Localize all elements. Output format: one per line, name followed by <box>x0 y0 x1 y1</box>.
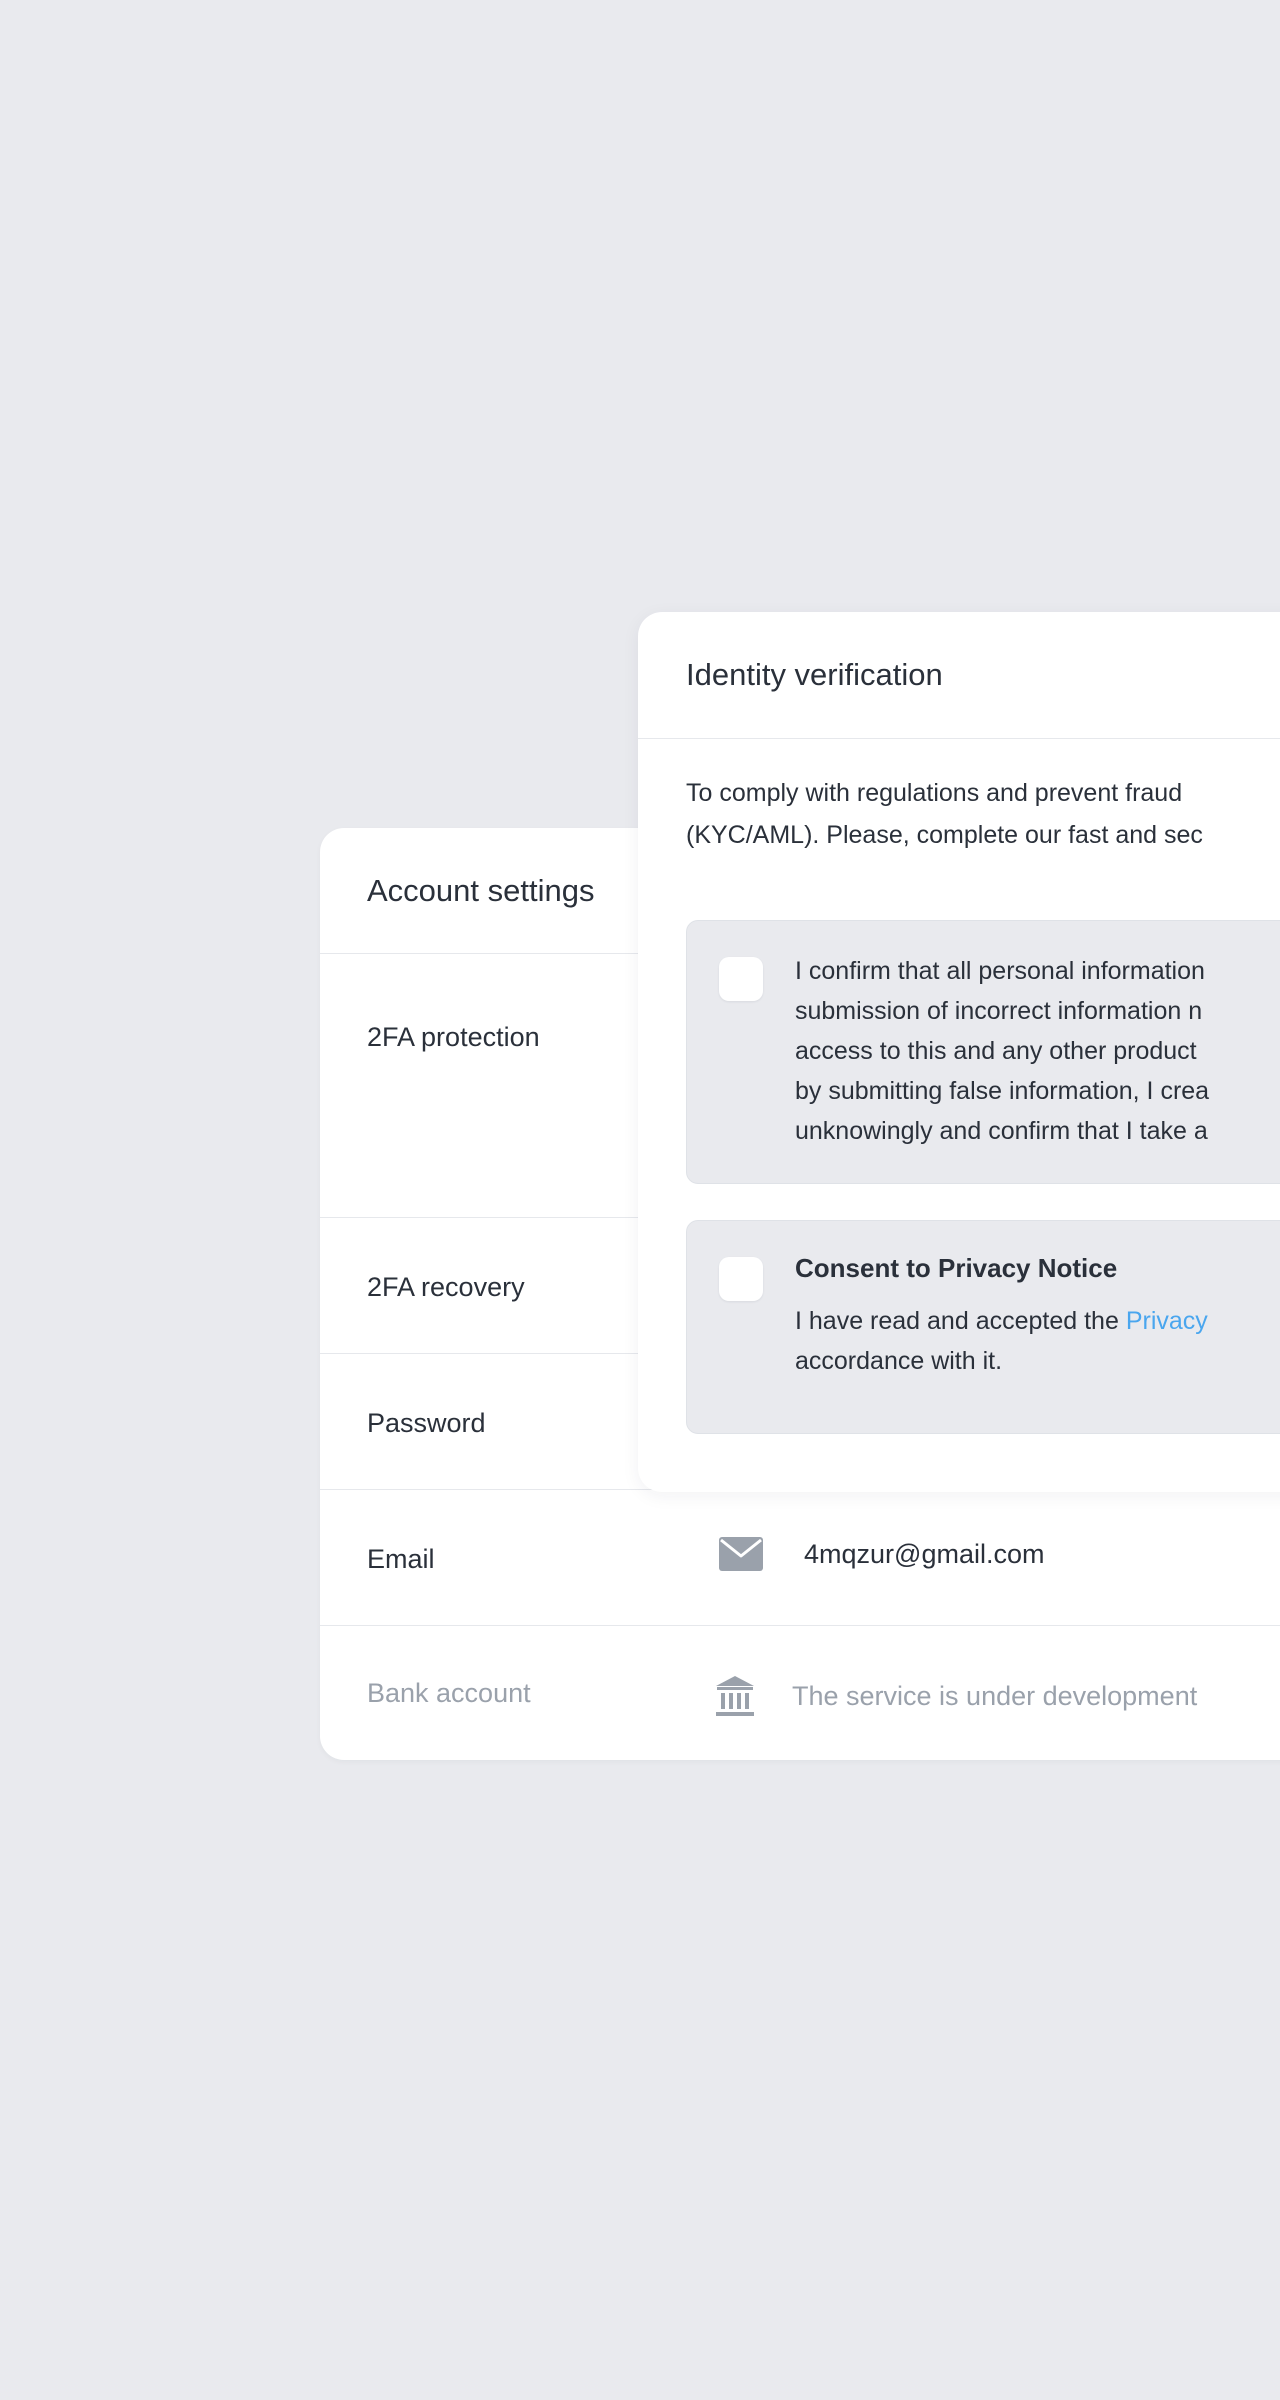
email-value: 4mqzur@gmail.com <box>804 1538 1045 1569</box>
settings-row-email <box>320 1490 1280 1626</box>
privacy-consent-checkbox[interactable] <box>719 1257 763 1301</box>
identity-verification-intro <box>686 772 1280 856</box>
bank-icon <box>714 1674 756 1718</box>
privacy-notice-link[interactable]: Privacy <box>1125 1307 1208 1335</box>
intro-line-1: To comply with regulations and prevent fraud <box>686 779 1183 807</box>
account-settings-title: Account settings <box>367 872 595 908</box>
privacy-consent-text <box>795 1301 1280 1381</box>
accuracy-consent-box[interactable] <box>686 920 1280 1184</box>
privacy-consent-heading: Consent to Privacy Notice <box>795 1253 1118 1283</box>
bank-account-label: Bank account <box>367 1678 531 1708</box>
bank-value-group <box>714 1674 1197 1718</box>
envelope-icon <box>718 1536 764 1572</box>
identity-verification-title: Identity verification <box>686 657 943 692</box>
twofa-recovery-label: 2FA recovery <box>367 1272 525 1302</box>
settings-row-bank-account <box>320 1626 1280 1760</box>
identity-verification-modal <box>638 612 1280 1492</box>
identity-verification-header <box>638 612 1280 739</box>
twofa-protection-label: 2FA protection <box>367 1022 540 1052</box>
email-label: Email <box>367 1544 435 1574</box>
password-label: Password <box>367 1408 486 1438</box>
email-value-group <box>718 1536 1044 1572</box>
bank-value: The service is under development <box>792 1680 1198 1711</box>
privacy-consent-box[interactable] <box>686 1220 1280 1434</box>
intro-line-2: (KYC/AML). Please, complete our fast and sec <box>686 821 1203 849</box>
accuracy-consent-text: I confirm that all personal information submission of incorrect information n access to this and any other product by submitting false information, I crea unknowingly and confirm that I take a <box>795 957 1210 1145</box>
privacy-text-after: accordance with it. <box>795 1347 1003 1375</box>
privacy-text-before: I have read and accepted the <box>795 1307 1126 1335</box>
accuracy-consent-checkbox[interactable] <box>719 957 763 1001</box>
